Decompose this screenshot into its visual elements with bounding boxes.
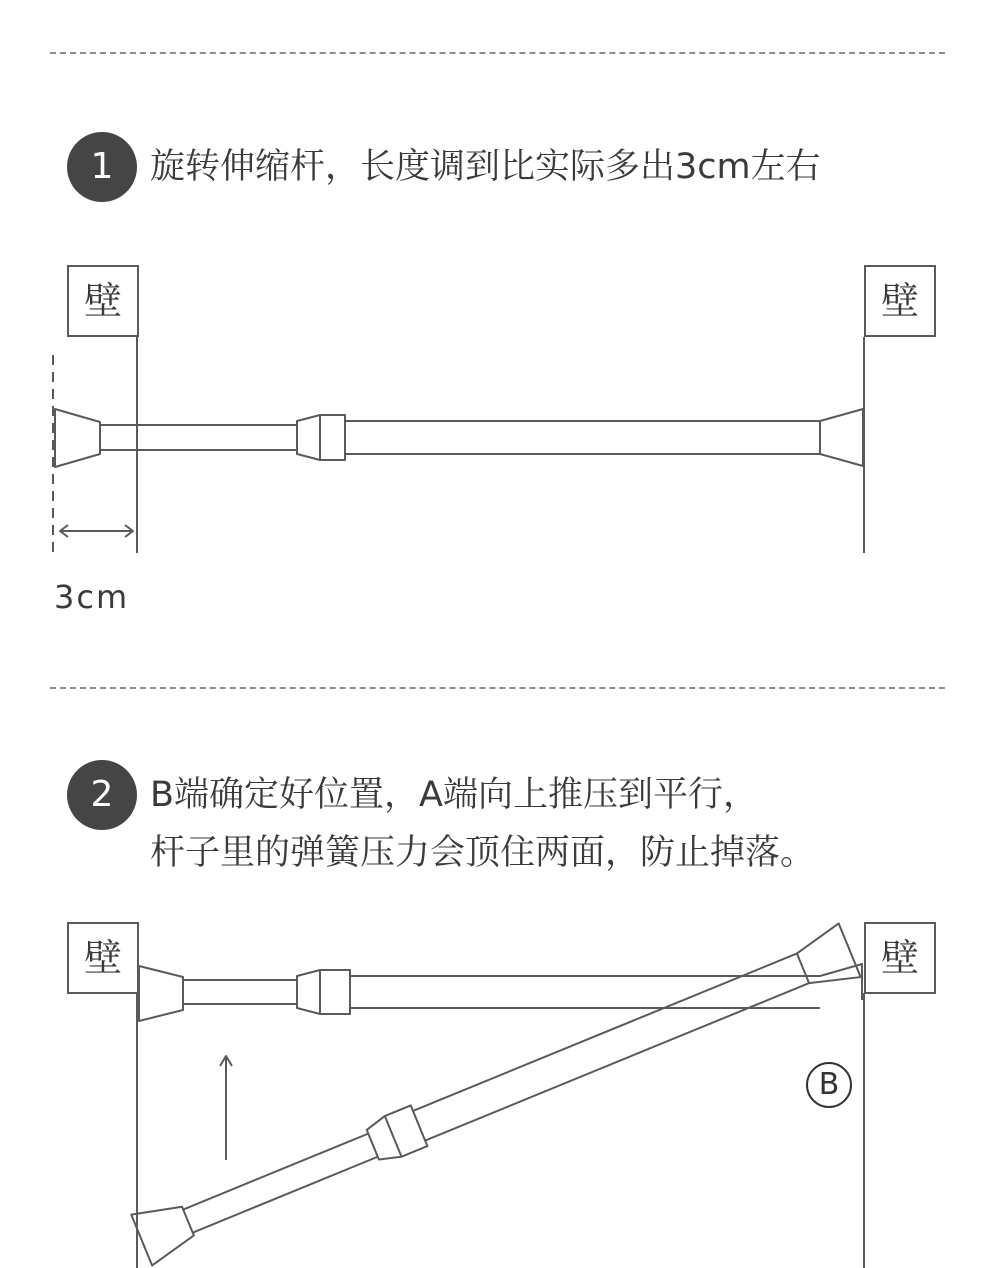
diagram2-horizontal-joint — [297, 970, 350, 1014]
diagram2-horizontal-left-cap — [139, 966, 183, 1021]
diagram1-wall-right: 壁 — [864, 265, 936, 337]
diagram2-horizontal-thick-tube — [350, 976, 820, 1008]
step-1-text: 旋转伸缩杆，长度调到比实际多出3cm左右 — [150, 147, 821, 187]
diagram1-thin-tube — [100, 425, 297, 450]
step-2-number: 2 — [67, 760, 137, 830]
diagram2-tilted-joint — [364, 1105, 427, 1165]
diagram2-tilted-thick-tube — [413, 953, 809, 1140]
step-2-text-line1: B端确定好位置，A端向上推压到平行， — [150, 775, 758, 815]
diagram2-wall-left: 壁 — [67, 922, 139, 994]
diagram2-tilted-thin-tube — [183, 1134, 378, 1233]
diagram1-thick-tube — [345, 421, 820, 454]
diagram1-left-end-cap — [55, 409, 100, 467]
step-2-text-line2: 杆子里的弹簧压力会顶住两面，防止掉落。 — [150, 833, 816, 873]
diagram2-horizontal-thin-tube — [183, 980, 297, 1004]
diagram2-end-b-label: B — [806, 1062, 852, 1108]
step-1-number: 1 — [67, 132, 137, 202]
diagram1-measure-label: 3cm — [54, 578, 130, 616]
diagram1-wall-left: 壁 — [67, 265, 139, 337]
diagram1-right-end-cap — [820, 409, 863, 466]
diagram2-wall-right: 壁 — [864, 922, 936, 994]
diagram2-tilted-left-cap — [131, 1196, 198, 1266]
